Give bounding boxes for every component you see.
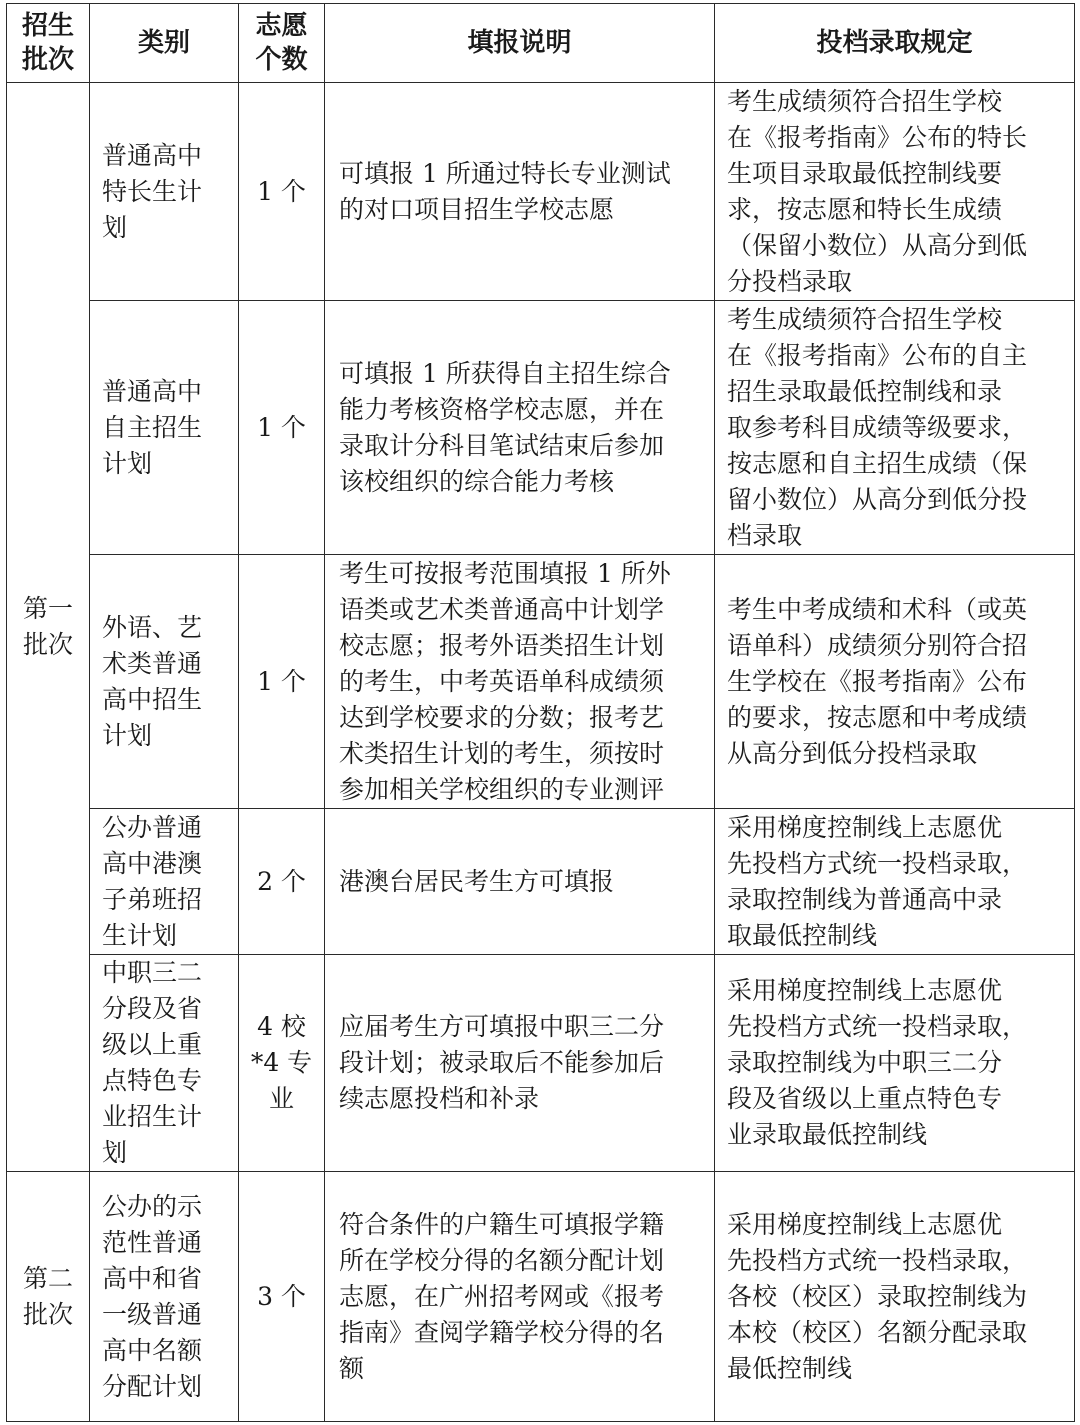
table-row [7,83,1075,301]
header-category: 类别 [90,4,239,83]
category-cell: 外语、艺 术类普通 高中招生 计划 [90,555,239,809]
header-count: 志愿 个数 [239,4,325,83]
rules-cell: 采用梯度控制线上志愿优 先投档方式统一投档录取， 录取控制线为普通高中录 取最低控制线 [715,809,1075,955]
instructions-cell: 可填报 1 所通过特长专业测试 的对口项目招生学校志愿 [325,83,715,301]
header-batch: 招生 批次 [7,4,90,83]
rules-cell: 采用梯度控制线上志愿优 先投档方式统一投档录取， 各校（校区）录取控制线为 本校（校区）名额分配录取 最低控制线 [715,1172,1075,1422]
table-row [7,301,1075,555]
table-row [7,555,1075,809]
category-cell: 公办普通 高中港澳 子弟班招 生计划 [90,809,239,955]
category-cell: 普通高中 特长生计 划 [90,83,239,301]
category-cell: 公办的示 范性普通 高中和省 一级普通 高中名额 分配计划 [90,1172,239,1422]
rules-cell: 考生成绩须符合招生学校 在《报考指南》公布的自主 招生录取最低控制线和录 取参考科目成绩等级要求， 按志愿和自主招生成绩（保 留小数位）从高分到低分投 档录取 [715,301,1075,555]
count-cell: 1 个 [239,83,325,301]
rules-cell: 考生成绩须符合招生学校 在《报考指南》公布的特长 生项目录取最低控制线要 求，按志愿和特长生成绩 （保留小数位）从高分到低 分投档录取 [715,83,1075,301]
instructions-cell: 符合条件的户籍生可填报学籍 所在学校分得的名额分配计划 志愿，在广州招考网或《报考 指南》查阅学籍学校分得的名 额 [325,1172,715,1422]
batch-cell-first: 第一 批次 [7,83,90,1172]
count-cell: 4 校 *4 专 业 [239,955,325,1172]
table-row [7,955,1075,1172]
count-cell: 1 个 [239,555,325,809]
admission-batch-table [6,3,1075,1422]
table-row [7,1172,1075,1422]
count-cell: 1 个 [239,301,325,555]
count-cell: 3 个 [239,1172,325,1422]
header-instructions: 填报说明 [325,4,715,83]
batch-cell-second: 第二 批次 [7,1172,90,1422]
header-rules: 投档录取规定 [715,4,1075,83]
rules-cell: 考生中考成绩和术科（或英 语单科）成绩须分别符合招 生学校在《报考指南》公布 的要求，按志愿和中考成绩 从高分到低分投档录取 [715,555,1075,809]
instructions-cell: 考生可按报考范围填报 1 所外 语类或艺术类普通高中计划学 校志愿；报考外语类招生计划 的考生，中考英语单科成绩须 达到学校要求的分数；报考艺 术类招生计划的考生，须按时 参加相关学校组织的专业测评 [325,555,715,809]
header-row [7,4,1075,83]
rules-cell: 采用梯度控制线上志愿优 先投档方式统一投档录取， 录取控制线为中职三二分 段及省级以上重点特色专 业录取最低控制线 [715,955,1075,1172]
instructions-cell: 港澳台居民考生方可填报 [325,809,715,955]
instructions-cell: 应届考生方可填报中职三二分 段计划；被录取后不能参加后 续志愿投档和补录 [325,955,715,1172]
count-cell: 2 个 [239,809,325,955]
category-cell: 中职三二 分段及省 级以上重 点特色专 业招生计 划 [90,955,239,1172]
category-cell: 普通高中 自主招生 计划 [90,301,239,555]
table-row [7,809,1075,955]
instructions-cell: 可填报 1 所获得自主招生综合 能力考核资格学校志愿，并在 录取计分科目笔试结束后参加 该校组织的综合能力考核 [325,301,715,555]
